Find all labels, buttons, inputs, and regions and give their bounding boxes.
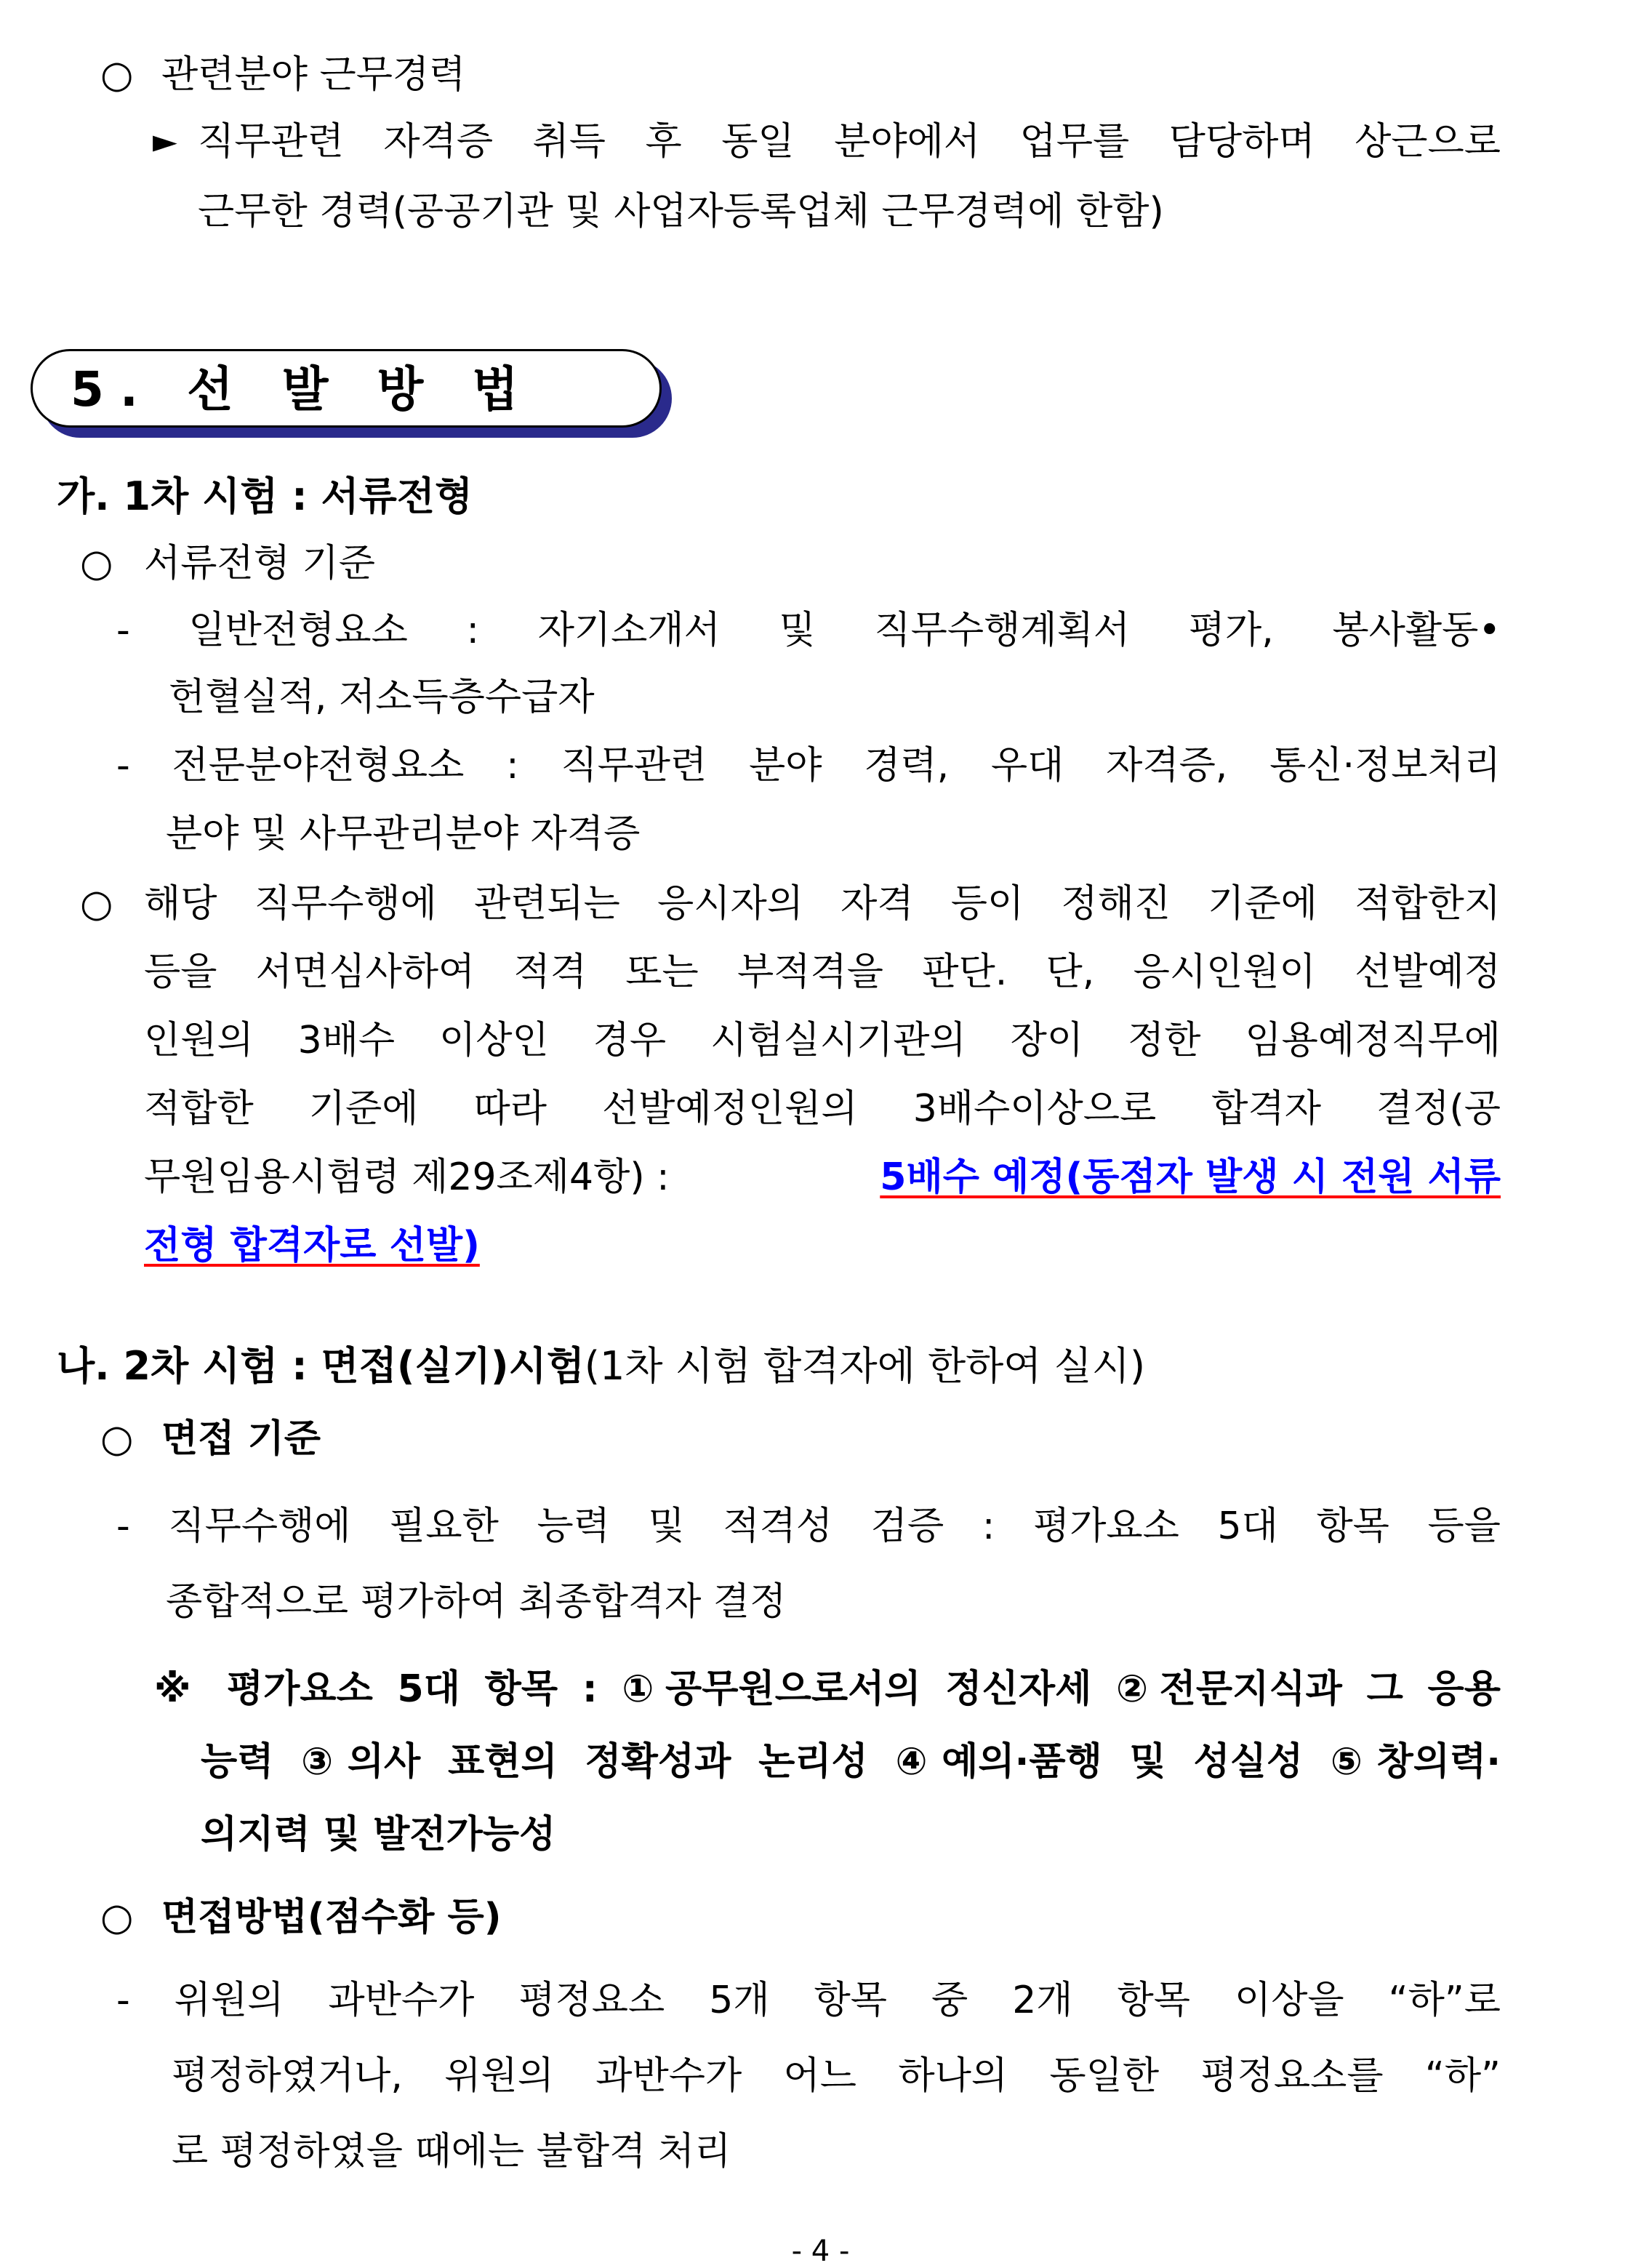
fail-rule-line2: 평정하였거나, 위원의 과반수가 어느 하나의 동일한 평정요소를 “하”	[172, 2054, 1501, 2098]
interview-method-title: 면접방법(점수화 등)	[161, 1896, 502, 1939]
fail-rule-line3: 로 평정하였을 때에는 불합격 처리	[172, 2130, 731, 2173]
career-heading: 관련분야 근무경력	[161, 53, 466, 97]
document-criteria-title: 서류전형 기준	[144, 542, 375, 585]
section-header	[31, 349, 678, 444]
quota-highlight-line1: 5배수 예정(동점자 발생 시 전원 서류	[880, 1155, 1501, 1199]
screening-para-line1: 해당 직무수행에 관련되는 응시자의 자격 등이 정해진 기준에 적합한지	[144, 882, 1501, 926]
specialty-criteria-line1: - 전문분야전형요소 : 직무관련 분야 경력, 우대 자격증, 통신·정보처리	[116, 744, 1501, 788]
quota-highlight-line2: 전형 합격자로 선발)	[144, 1224, 480, 1267]
fail-rule-line1: - 위원의 과반수가 평정요소 5개 항목 중 2개 항목 이상을 “하”로	[116, 1979, 1501, 2022]
evaluation-note-line1: ※ 평가요소 5대 항목 : ①공무원으로서의 정신자세 ②전문지식과 그 응용	[154, 1667, 1501, 1711]
bullet-circle: ○	[80, 882, 113, 926]
evaluation-note-line2: 능력 ③의사 표현의 정확성과 논리성 ④예의·품행 및 성실성 ⑤창의력·	[201, 1740, 1501, 1784]
general-criteria-line2: 헌혈실적, 저소득층수급자	[169, 676, 595, 719]
na-heading-note: (1차 시험 합격자에 한하여 실시)	[584, 1343, 1146, 1389]
screening-para-line2: 등을 서면심사하여 적격 또는 부적격을 판단. 단, 응시인원이 선발예정	[144, 950, 1501, 994]
page-number: - 4 -	[791, 2235, 850, 2268]
career-desc-line1: 직무관련 자격증 취득 후 동일 분야에서 업무를 담당하며 상근으로	[198, 120, 1501, 164]
evaluation-note-line3: 의지력 및 발전가능성	[201, 1813, 556, 1856]
na-heading	[57, 1342, 1501, 1390]
screening-para-line4: 적합한 기준에 따라 선발예정인원의 3배수이상으로 합격자 결정(공	[144, 1087, 1501, 1131]
interview-criteria-title: 면접 기준	[161, 1417, 321, 1461]
screening-para-line5	[144, 1153, 1501, 1201]
screening-para-line3: 인원의 3배수 이상인 경우 시험실시기관의 장이 정한 임용예정직무에	[144, 1019, 1501, 1062]
bullet-circle: ○	[80, 542, 113, 585]
interview-criteria-line1: - 직무수행에 필요한 능력 및 적격성 검증 : 평가요소 5대 항목 등을	[116, 1504, 1501, 1548]
screening-para-line5-text: 무원임용시험령 제29조제4항) :	[144, 1155, 670, 1199]
bullet-circle: ○	[100, 1896, 134, 1939]
career-desc-line2: 근무한 경력(공공기관 및 사업자등록업체 근무경력에 한함)	[198, 190, 1164, 233]
section-title: 5. 선 발 방 법	[71, 361, 534, 417]
interview-criteria-line2: 종합적으로 평가하여 최종합격자 결정	[166, 1580, 787, 1624]
bullet-circle: ○	[100, 53, 134, 97]
ga-heading: 가. 1차 시험 : 서류전형	[57, 473, 473, 519]
arrow-bullet-icon: ►	[153, 123, 177, 160]
section-header-box	[31, 349, 662, 428]
specialty-criteria-line2: 분야 및 사무관리분야 자격증	[166, 812, 641, 856]
bullet-circle: ○	[100, 1417, 134, 1461]
na-heading-bold: 나. 2차 시험 : 면접(실기)시험	[57, 1343, 585, 1389]
general-criteria-line1: - 일반전형요소 : 자기소개서 및 직무수행계획서 평가, 봉사활동•	[116, 609, 1501, 652]
